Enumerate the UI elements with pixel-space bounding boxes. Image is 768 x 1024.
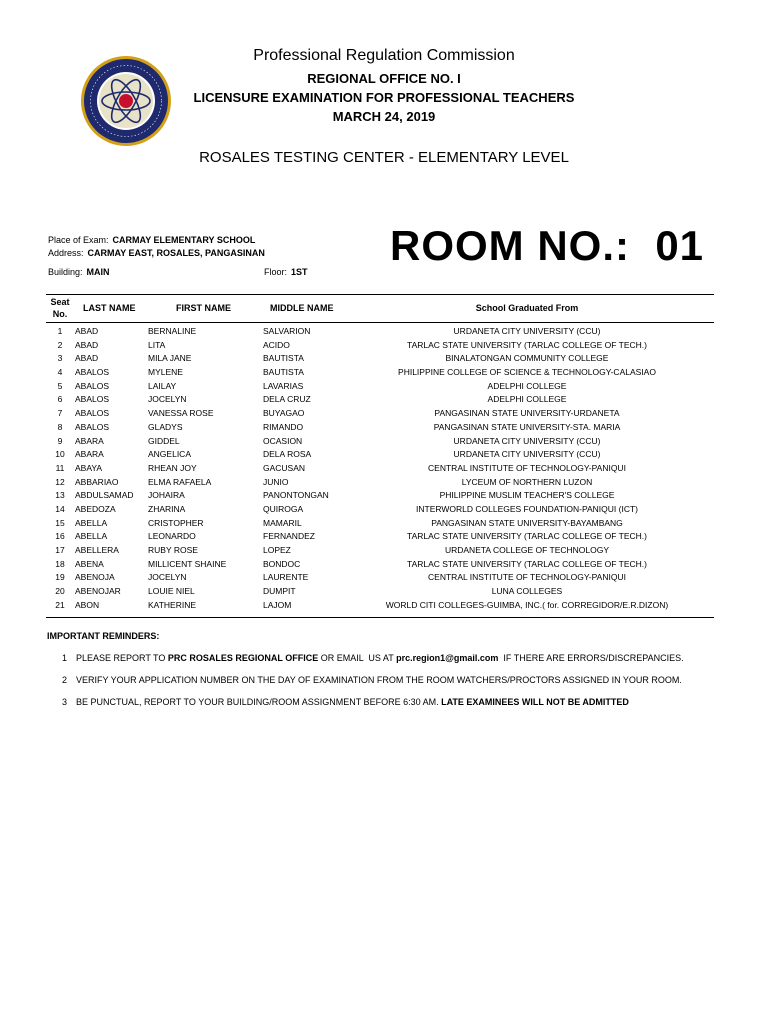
table-bottom-rule xyxy=(46,617,714,618)
last-name-cell: ABAD xyxy=(75,326,99,336)
first-name-cell: JOCELYN xyxy=(148,572,187,583)
seat-number: 16 xyxy=(55,531,65,542)
address xyxy=(48,243,265,261)
last-name-cell: ABAD xyxy=(75,353,99,364)
first-name-cell: LEONARDO xyxy=(148,531,196,542)
school-cell: PHILIPPINE MUSLIM TEACHER'S COLLEGE xyxy=(439,490,615,501)
middle-name-cell: BAUTISTA xyxy=(263,353,304,364)
floor xyxy=(264,262,308,280)
testing-center: ROSALES TESTING CENTER - ELEMENTARY LEVEL xyxy=(199,149,569,166)
seat-number: 8 xyxy=(57,421,63,432)
reminder-item xyxy=(62,675,682,685)
seat-number: 20 xyxy=(55,586,65,597)
first-name-cell: MILA JANE xyxy=(148,353,192,364)
last-name-cell: ABARA xyxy=(75,449,104,460)
middle-name-cell: BONDOC xyxy=(263,558,301,569)
building-label: Building: xyxy=(48,267,83,277)
seat-number: 11 xyxy=(55,462,65,473)
last-name-cell: ABALOS xyxy=(75,408,110,419)
building xyxy=(48,262,110,280)
middle-name-cell: SALVARION xyxy=(263,326,311,336)
last-name-cell: ABBARIAO xyxy=(75,476,119,487)
first-name-cell: ZHARINA xyxy=(148,503,186,514)
organization-title: Professional Regulation Commission xyxy=(253,47,515,64)
seat-number: 5 xyxy=(57,380,63,391)
reminder-number: 3 xyxy=(62,697,68,707)
school-cell: URDANETA COLLEGE OF TECHNOLOGY xyxy=(444,545,610,555)
reminder-text: VERIFY YOUR APPLICATION NUMBER ON THE DAY OF EXAMINATION FROM THE ROOM WATCHERS/PROCTORS ASSIGNED IN YOUR ROOM. xyxy=(76,675,682,685)
first-name-cell: JOCELYN xyxy=(148,394,187,405)
table-row xyxy=(46,517,714,531)
reminder-item xyxy=(62,697,629,707)
first-name-cell: GLADYS xyxy=(148,421,183,432)
building-value: MAIN xyxy=(86,267,110,277)
table-row xyxy=(46,571,714,585)
table-row xyxy=(46,325,714,339)
school-cell: PANGASINAN STATE UNIVERSITY-STA. MARIA xyxy=(433,421,621,432)
school-cell: TARLAC STATE UNIVERSITY (TARLAC COLLEGE OF TECH.) xyxy=(407,558,647,569)
school-cell: URDANETA CITY UNIVERSITY (CCU) xyxy=(453,435,601,446)
first-name-cell: ANGELICA xyxy=(148,449,191,460)
first-name-cell: LOUIE NIEL xyxy=(148,586,195,597)
seat-number: 18 xyxy=(55,558,65,569)
last-name-cell: ABALOS xyxy=(75,421,110,432)
table-top-rule xyxy=(46,294,714,295)
middle-name-cell: FERNANDEZ xyxy=(263,531,315,542)
floor-label: Floor: xyxy=(264,267,288,277)
table-row xyxy=(46,393,714,407)
school-cell: LUNA COLLEGES xyxy=(491,586,563,597)
examinee-table-body xyxy=(46,325,714,612)
first-name-cell: CRISTOPHER xyxy=(148,517,204,528)
school-cell: ADELPHI COLLEGE xyxy=(487,380,567,391)
seat-number: 12 xyxy=(55,476,65,487)
seat-header-line1: Seat xyxy=(50,297,70,307)
middle-name-cell: BAUTISTA xyxy=(263,367,304,378)
first-name-cell: KATHERINE xyxy=(148,599,197,610)
middle-name-cell: ACIDO xyxy=(263,339,290,350)
seat-number: 7 xyxy=(57,408,63,419)
seat-number: 17 xyxy=(55,545,65,555)
address-value: CARMAY EAST, ROSALES, PANGASINAN xyxy=(87,248,265,258)
school-cell: PANGASINAN STATE UNIVERSITY-BAYAMBANG xyxy=(431,517,623,528)
first-name-cell: LITA xyxy=(148,339,166,350)
school-cell: LYCEUM OF NORTHERN LUZON xyxy=(461,476,593,487)
first-name-cell: RUBY ROSE xyxy=(148,545,198,555)
middle-name-cell: BUYAGAO xyxy=(263,408,305,419)
last-name-cell: ABDULSAMAD xyxy=(75,490,134,501)
last-name-cell: ABALOS xyxy=(75,380,110,391)
seat-number: 3 xyxy=(57,353,63,364)
last-name-cell: ABALOS xyxy=(75,367,110,378)
seat-number: 4 xyxy=(57,367,63,378)
room-number: ROOM NO.: 01 xyxy=(390,222,705,269)
last-name-cell: ABENOJA xyxy=(75,572,115,583)
table-row xyxy=(46,339,714,353)
reminder-office: PRC ROSALES REGIONAL OFFICE xyxy=(167,653,319,663)
table-row xyxy=(46,489,714,503)
first-name-cell: MILLICENT SHAINE xyxy=(148,558,227,569)
reminder-text: IF THERE ARE ERRORS/DISCREPANCIES. xyxy=(498,653,684,663)
last-name-cell: ABON xyxy=(75,599,100,610)
reminder-number: 2 xyxy=(62,675,68,685)
seat-number: 9 xyxy=(57,435,63,446)
middle-name-cell: DELA ROSA xyxy=(263,449,312,460)
reminder-item xyxy=(62,653,684,663)
table-row xyxy=(46,421,714,435)
last-name-cell: ABAD xyxy=(75,339,99,350)
table-row xyxy=(46,448,714,462)
middle-name-cell: JUNIO xyxy=(263,476,289,487)
column-header-school: School Graduated From xyxy=(475,303,579,313)
last-name-cell: ABELLERA xyxy=(75,545,119,555)
table-row xyxy=(46,599,714,613)
middle-name-cell: DELA CRUZ xyxy=(263,394,311,405)
place-label: Place of Exam: xyxy=(48,235,109,245)
last-name-cell: ABARA xyxy=(75,435,104,446)
seat-number: 10 xyxy=(55,449,65,460)
column-header-last-name: LAST NAME xyxy=(83,303,136,313)
middle-name-cell: LAJOM xyxy=(263,599,292,610)
last-name-cell: ABELLA xyxy=(75,517,108,528)
exam-title: LICENSURE EXAMINATION FOR PROFESSIONAL TEACHERS xyxy=(193,90,575,105)
seat-number: 1 xyxy=(57,326,63,336)
middle-name-cell: DUMPIT xyxy=(263,586,296,597)
table-row xyxy=(46,544,714,558)
reminder-warning: LATE EXAMINEES WILL NOT BE ADMITTED xyxy=(441,697,629,707)
column-header-first-name: FIRST NAME xyxy=(176,303,231,313)
reminder-text: BE PUNCTUAL, REPORT TO YOUR BUILDING/ROOM ASSIGNMENT BEFORE 6:30 AM. xyxy=(76,697,442,707)
last-name-cell: ABEDOZA xyxy=(75,503,116,514)
school-cell: PANGASINAN STATE UNIVERSITY-URDANETA xyxy=(434,408,620,419)
table-row xyxy=(46,462,714,476)
table-row xyxy=(46,476,714,490)
last-name-cell: ABAYA xyxy=(75,462,103,473)
column-header-seat xyxy=(46,296,74,320)
table-row xyxy=(46,352,714,366)
table-row xyxy=(46,380,714,394)
school-cell: URDANETA CITY UNIVERSITY (CCU) xyxy=(453,326,601,336)
last-name-cell: ABALOS xyxy=(75,394,110,405)
school-cell: ADELPHI COLLEGE xyxy=(487,394,567,405)
seat-number: 19 xyxy=(55,572,65,583)
school-cell: URDANETA CITY UNIVERSITY (CCU) xyxy=(453,449,601,460)
reminder-text: OR EMAIL US AT xyxy=(318,653,397,663)
school-cell: TARLAC STATE UNIVERSITY (TARLAC COLLEGE OF TECH.) xyxy=(407,339,647,350)
middle-name-cell: PANONTONGAN xyxy=(263,490,329,501)
seat-header-line2: No. xyxy=(52,309,68,319)
middle-name-cell: GACUSAN xyxy=(263,462,306,473)
school-cell: INTERWORLD COLLEGES FOUNDATION-PANIQUI (ICT) xyxy=(416,503,638,514)
seat-number: 21 xyxy=(55,599,65,610)
last-name-cell: ABENOJAR xyxy=(75,586,121,597)
school-cell: CENTRAL INSTITUTE OF TECHNOLOGY-PANIQUI xyxy=(428,462,626,473)
table-row xyxy=(46,558,714,572)
regional-office: REGIONAL OFFICE NO. I xyxy=(307,71,461,86)
school-cell: PHILIPPINE COLLEGE OF SCIENCE & TECHNOLOGY-CALASIAO xyxy=(398,367,656,378)
seat-number: 13 xyxy=(55,490,65,501)
first-name-cell: BERNALINE xyxy=(148,326,197,336)
reminder-number: 1 xyxy=(62,653,68,663)
school-cell: TARLAC STATE UNIVERSITY (TARLAC COLLEGE OF TECH.) xyxy=(407,531,647,542)
last-name-cell: ABELLA xyxy=(75,531,108,542)
first-name-cell: MYLENE xyxy=(148,367,183,378)
table-row xyxy=(46,435,714,449)
middle-name-cell: RIMANDO xyxy=(263,421,304,432)
table-row xyxy=(46,585,714,599)
first-name-cell: RHEAN JOY xyxy=(148,462,197,473)
seat-number: 6 xyxy=(57,394,63,405)
table-row xyxy=(46,366,714,380)
address-label: Address: xyxy=(48,248,84,258)
middle-name-cell: LAURENTE xyxy=(263,572,309,583)
table-row xyxy=(46,407,714,421)
first-name-cell: ELMA RAFAELA xyxy=(148,476,212,487)
school-cell: BINALATONGAN COMMUNITY COLLEGE xyxy=(445,353,609,364)
first-name-cell: JOHAIRA xyxy=(148,490,185,501)
place-value: CARMAY ELEMENTARY SCHOOL xyxy=(112,235,256,245)
table-header-rule xyxy=(46,322,714,323)
first-name-cell: LAILAY xyxy=(148,380,177,391)
first-name-cell: GIDDEL xyxy=(148,435,180,446)
middle-name-cell: LAVARIAS xyxy=(263,380,304,391)
middle-name-cell: MAMARIL xyxy=(263,517,302,528)
seat-number: 15 xyxy=(55,517,65,528)
reminder-text: PLEASE REPORT TO xyxy=(76,653,168,663)
middle-name-cell: OCASION xyxy=(263,435,303,446)
table-row xyxy=(46,530,714,544)
exam-date: MARCH 24, 2019 xyxy=(332,109,436,124)
floor-value: 1ST xyxy=(291,267,308,277)
table-row xyxy=(46,503,714,517)
last-name-cell: ABENA xyxy=(75,558,104,569)
column-header-middle-name: MIDDLE NAME xyxy=(270,303,334,313)
reminder-email: prc.region1@gmail.com xyxy=(396,653,499,663)
middle-name-cell: LOPEZ xyxy=(263,545,291,555)
seat-number: 14 xyxy=(55,503,65,514)
reminders-title: IMPORTANT REMINDERS: xyxy=(47,631,160,641)
seat-number: 2 xyxy=(57,339,63,350)
middle-name-cell: QUIROGA xyxy=(263,503,304,514)
school-cell: CENTRAL INSTITUTE OF TECHNOLOGY-PANIQUI xyxy=(428,572,626,583)
first-name-cell: VANESSA ROSE xyxy=(148,408,214,419)
school-cell: WORLD CITI COLLEGES-GUIMBA, INC.( for. CORREGIDOR/E.R.DIZON) xyxy=(385,599,669,610)
